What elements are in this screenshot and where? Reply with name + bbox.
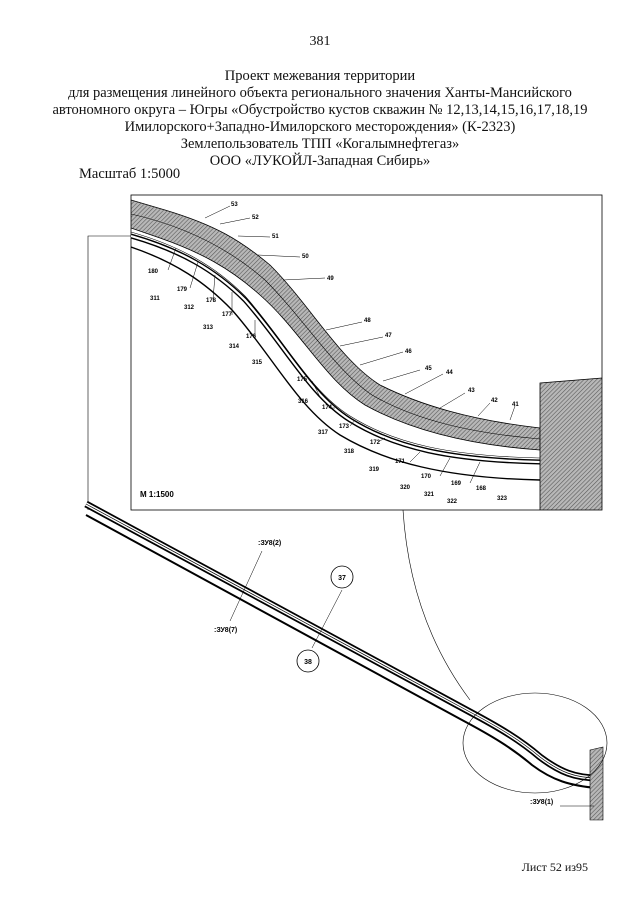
sheet-total: 95: [576, 860, 588, 874]
corridor-inner: [86, 504, 598, 778]
point-label: 174: [322, 405, 333, 411]
point-label: 43: [468, 388, 475, 394]
point-label: 175: [297, 377, 308, 383]
sheet-number: 52: [549, 860, 562, 874]
point-label: 180: [148, 269, 159, 275]
header-line-6: ООО «ЛУКОЙЛ-Западная Сибирь»: [209, 153, 431, 169]
point-label: 45: [425, 366, 432, 372]
point-label: 50: [302, 254, 309, 260]
point-label: 318: [344, 449, 355, 455]
point-label: 51: [272, 234, 279, 240]
callout-number: 37: [338, 575, 346, 582]
point-label: 168: [476, 486, 487, 492]
point-label: 314: [229, 344, 240, 350]
page-number: 381: [309, 34, 331, 49]
header-line-2: для размещения линейного объекта регионального значения Ханты-Мансийского: [68, 85, 572, 101]
point-label: 315: [252, 360, 263, 366]
point-label: 316: [298, 399, 309, 405]
point-label: 52: [252, 215, 259, 221]
header-line-1: Проект межевания территории: [224, 68, 416, 84]
point-label: 47: [385, 333, 392, 339]
point-label: 169: [451, 481, 462, 487]
header-line-5: Землепользователь ТПП «Когалымнефтегаз»: [180, 136, 460, 152]
point-label: 53: [231, 202, 238, 208]
parcel-label: :ЗУ8(7): [214, 627, 238, 634]
corridor-lower-line: [86, 515, 598, 788]
parcel-label: :ЗУ8(1): [530, 799, 554, 806]
point-label: 48: [364, 318, 371, 324]
callout-number: 38: [304, 659, 312, 666]
point-label: 321: [424, 492, 435, 498]
point-label: 311: [150, 296, 160, 302]
point-label: 178: [206, 298, 217, 304]
sheet-label: Лист: [521, 860, 547, 874]
point-label: 312: [184, 305, 195, 311]
parcel-label: :ЗУ8(2): [258, 540, 282, 547]
point-label: 320: [400, 485, 411, 491]
point-label: 41: [512, 402, 519, 408]
of-label: из: [564, 860, 576, 874]
point-label: 172: [370, 440, 381, 446]
point-label: 177: [222, 312, 233, 318]
inset-leader-right: [403, 510, 470, 700]
point-label: 49: [327, 276, 334, 282]
sheet-footer: [522, 860, 588, 875]
point-label: 176: [246, 334, 257, 340]
point-label: 46: [405, 349, 412, 355]
inset-scale-label: М 1:1500: [140, 490, 174, 499]
hatched-pad: [590, 747, 603, 820]
inset-map: [131, 195, 602, 510]
header-line-4: Имилорского+Западно-Имилорского месторождения» (К-2323): [124, 119, 516, 135]
point-label: 313: [203, 325, 214, 331]
header-line-3: автономного округа – Югры «Обустройство кустов скважин № 12,13,14,15,16,17,18,19: [52, 102, 588, 118]
point-label: 170: [421, 474, 432, 480]
point-label: 322: [447, 499, 458, 505]
point-label: 319: [369, 467, 380, 473]
point-label: 323: [497, 496, 508, 502]
hatched-area-right: [540, 378, 602, 510]
point-label: 179: [177, 287, 188, 293]
point-label: 173: [339, 424, 350, 430]
point-label: 317: [318, 430, 329, 436]
point-label: 42: [491, 398, 498, 404]
point-label: 171: [395, 459, 406, 465]
main-scale-label: Масштаб 1:5000: [79, 166, 181, 182]
inset-leader-left: [88, 236, 131, 510]
main-plan: [86, 504, 607, 820]
point-label: 44: [446, 370, 453, 376]
